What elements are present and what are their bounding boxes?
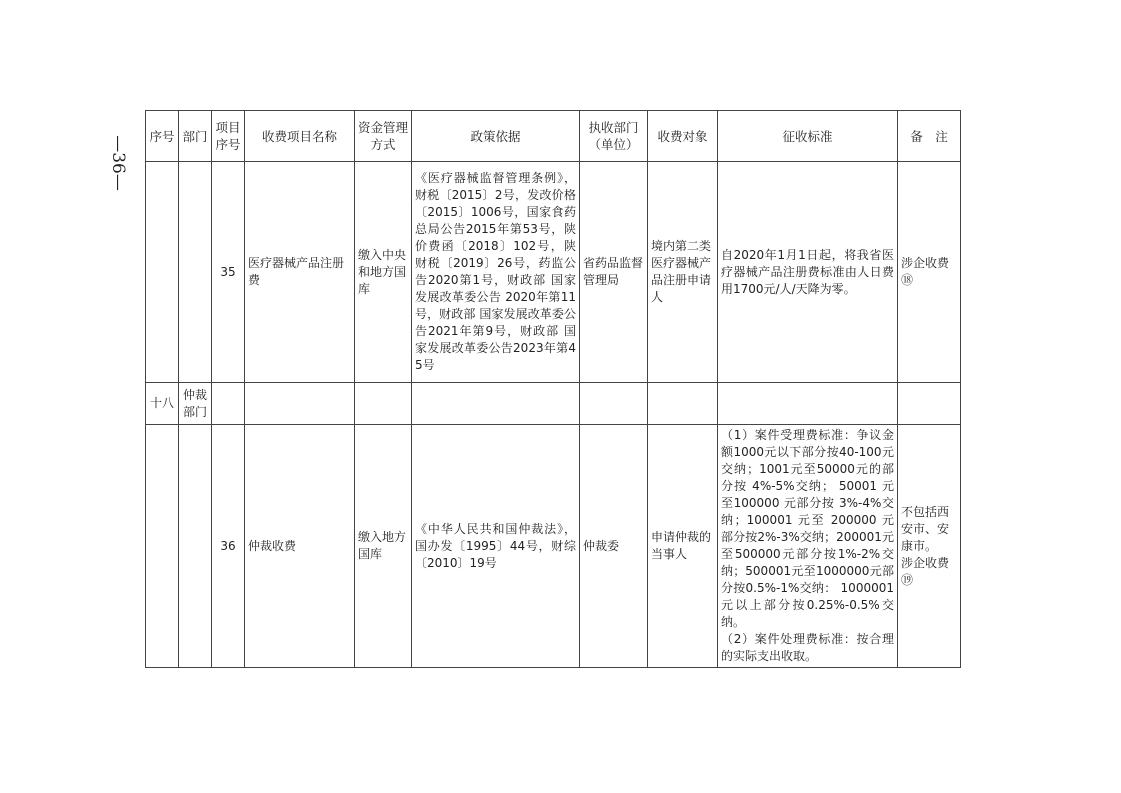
cell-remarks (898, 383, 961, 425)
cell-remarks: 涉企收费⑱ (898, 162, 961, 383)
cell-target (648, 383, 718, 425)
page-number: —36— (108, 135, 128, 191)
header-remarks: 备 注 (898, 111, 961, 162)
cell-seq (146, 425, 179, 668)
cell-standard: 自2020年1月1日起，将我省医疗器械产品注册费标准由人日费用1700元/人/天降为零。 (718, 162, 898, 383)
cell-item-name: 医疗器械产品注册费 (245, 162, 355, 383)
cell-policy: 《中华人民共和国仲裁法》，国办发〔1995〕44号，财综〔2010〕19号 (412, 425, 580, 668)
header-dept: 部门 (179, 111, 212, 162)
remarks-enterprise-fee: 涉企收费⑲ (901, 555, 950, 587)
table-row (146, 383, 961, 425)
cell-fund-mgmt (355, 383, 412, 425)
cell-standard (718, 425, 898, 668)
cell-item-seq (212, 383, 245, 425)
cell-seq: 十八 (146, 383, 179, 425)
cell-item-seq: 36 (212, 425, 245, 668)
cell-fund-mgmt: 缴入中央和地方国库 (355, 162, 412, 383)
standard-acceptance-fee: （1）案件受理费标准：争议金额1000元以下部分按40-100元交纳；1001元至50000元的部分按 4%-5%交纳； 50001 元至100000 元部分按 3%-4%交纳；100001 元至 200000 元部分按2%-3%交纳；200001元至500000元部分按1%-2%交纳；500001元至1000000元部分按0.5%-1%交纳： 1000001 元以上部分按0.25%-0.5%交纳。 (721, 428, 894, 629)
header-standard: 征收标准 (718, 111, 898, 162)
cell-exec-dept: 仲裁委 (580, 425, 648, 668)
table-row (146, 425, 961, 668)
cell-remarks (898, 425, 961, 668)
cell-fund-mgmt: 缴入地方国库 (355, 425, 412, 668)
cell-item-seq: 35 (212, 162, 245, 383)
header-item-name: 收费项目名称 (245, 111, 355, 162)
cell-standard (718, 383, 898, 425)
cell-policy: 《医疗器械监督管理条例》，财税〔2015〕2号，发改价格〔2015〕1006号，国家食药总局公告2015年第53号，陕价费函〔2018〕102号，陕财税〔2019〕26号，药监公告2020第1号，财政部 国家发展改革委公告 2020年第11号，财政部 国家发展改革委公告2021年第9号，财政部 国家发展改革委公告2023年第45号 (412, 162, 580, 383)
header-target: 收费对象 (648, 111, 718, 162)
cell-dept (179, 162, 212, 383)
header-row (146, 111, 961, 162)
header-fund-mgmt: 资金管理方式 (355, 111, 412, 162)
cell-dept (179, 425, 212, 668)
cell-dept: 仲裁部门 (179, 383, 212, 425)
cell-target: 境内第二类医疗器械产品注册申请人 (648, 162, 718, 383)
header-seq: 序号 (146, 111, 179, 162)
fee-table (145, 110, 961, 668)
header-exec-dept: 执收部门（单位） (580, 111, 648, 162)
header-policy: 政策依据 (412, 111, 580, 162)
table-row (146, 162, 961, 383)
remarks-exclusion: 不包括西安市、安康市。 (901, 504, 950, 553)
cell-exec-dept: 省药品监督管理局 (580, 162, 648, 383)
cell-exec-dept (580, 383, 648, 425)
cell-item-name: 仲裁收费 (245, 425, 355, 668)
header-item-seq: 项目序号 (212, 111, 245, 162)
cell-policy (412, 383, 580, 425)
cell-seq (146, 162, 179, 383)
cell-target: 申请仲裁的当事人 (648, 425, 718, 668)
standard-handling-fee: （2）案件处理费标准：按合理的实际支出收取。 (721, 632, 894, 663)
cell-item-name (245, 383, 355, 425)
